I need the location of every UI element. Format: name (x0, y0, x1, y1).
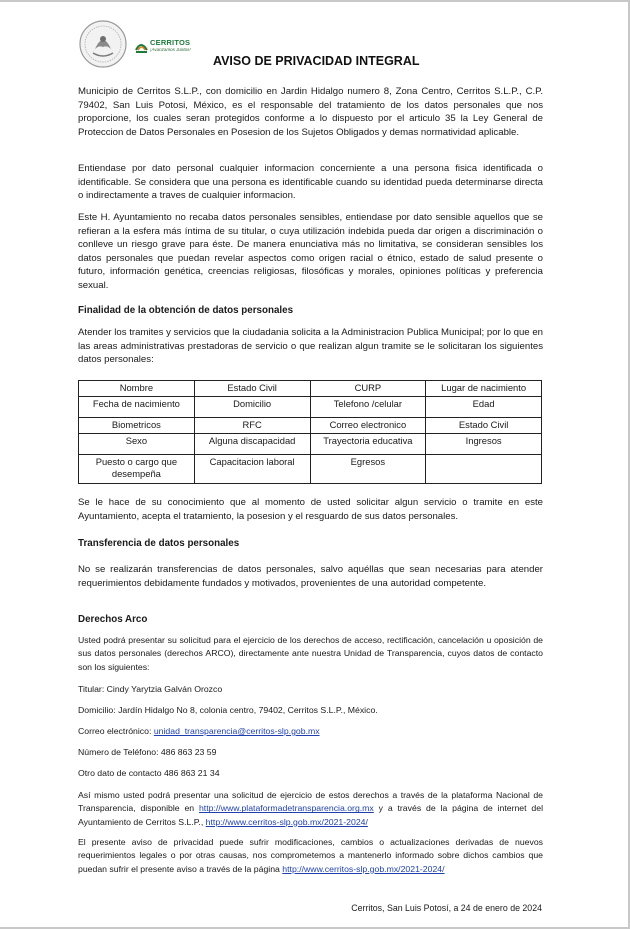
arco-paragraph: Usted podrá presentar su solicitud para el ejercicio de los derechos de acceso, rectificación, cancelación u oposición de sus datos personales (derechos ARCO), directamente ante nuestra Unidad de Transparencia, cuyos datos de contacto son los siguientes: (78, 635, 543, 672)
transferencia-heading: Transferencia de datos personales (78, 538, 240, 549)
consent-paragraph: Se le hace de su conocimiento que al momento de usted solicitar algun servicio o tramite en este Ayuntamiento, acepta el tratamiento, la posesion y el resguardo de sus datos personales. (78, 497, 543, 522)
table-cell: Estado Civil (194, 381, 310, 397)
ayuntamiento-link[interactable]: http://www.cerritos-slp.gob.mx/2021-2024/ (205, 816, 368, 827)
table-row (79, 418, 542, 434)
table-cell: Estado Civil (426, 418, 542, 434)
table-row (79, 455, 542, 484)
otro-contacto-line: Otro dato de contacto 486 863 21 34 (78, 768, 220, 778)
arco-heading: Derechos Arco (78, 614, 148, 625)
table-cell: Nombre (79, 381, 195, 397)
intro-paragraph-1: Municipio de Cerritos S.L.P., con domicilio en Jardin Hidalgo numero 8, Zona Centro, Cerritos S.L.P., C.P. 79402, San Luis Potosi, México, es el responsable del tratamiento de los datos personales que nos proporcione, los cuales seran protegidos conforme a lo dispuesto por el articulo 35 la Ley General de Proteccion de Datos Personales en Posesion de los Sujetos Obligados y demas normatividad aplicable. (78, 86, 543, 138)
correo-line (78, 726, 320, 736)
intro-paragraph-3: Este H. Ayuntamiento no recaba datos personales sensibles, entiendase por dato sensible aquellos que se refieran a la esfera más íntima de su titular, o cuya utilización indebida pueda dar origen a discriminación o conlleve un riesgo grave para éste. De manera enunciativa más no limitativa, se consideran sensibles los datos personales que puedan revelar aspectos como origen racial o étnico, estado de salud presente o futuro, información genética, creencias religiosas, filosóficas y morales, opiniones políticas y preferencia sexual. (78, 212, 543, 291)
transferencia-paragraph: No se realizarán transferencias de datos personales, salvo aquéllas que sean necesarias para atender requerimientos debidamente fundados y motivados, provenientes de una autoridad competente. (78, 564, 543, 589)
table-cell: Domicilio (194, 397, 310, 418)
finalidad-paragraph: Atender los tramites y servicios que la ciudadania solicita a la Administracion Publica Municipal; por lo que en las areas administrativas prestadoras de servicio o que realizan algun tramite se le solicitaran los siguientes datos personales: (78, 327, 543, 366)
table-cell: Puesto o cargo que desempeña (79, 455, 195, 484)
table-cell: Egresos (310, 455, 426, 484)
signature-date-line: Cerritos, San Luis Potosí, a 24 de enero de 2024 (351, 903, 542, 913)
table-row (79, 397, 542, 418)
table-cell: Edad (426, 397, 542, 418)
table-cell (426, 455, 542, 484)
modificaciones-paragraph (78, 836, 543, 876)
table-cell: Capacitacion laboral (194, 455, 310, 484)
table-cell: CURP (310, 381, 426, 397)
titular-line: Titular: Cindy Yarytzia Galván Orozco (78, 684, 223, 694)
national-seal-icon (78, 19, 128, 69)
plataforma-text-b: y a través de la página de internet del Ayuntamiento de Cerritos S.L.P., (78, 803, 543, 827)
table-row (79, 434, 542, 455)
plataforma-text-a: Así mismo usted podrá presentar una solicitud de ejercicio de estos derechos a través de la plataforma Nacional de Transparencia, disponible en (78, 790, 543, 814)
telefono-line: Número de Teléfono: 486 863 23 59 (78, 747, 217, 757)
table-cell: Telefono /celular (310, 397, 426, 418)
domicilio-line: Domicilio: Jardín Hidalgo No 8, colonia centro, 79402, Cerritos S.L.P., México. (78, 705, 378, 715)
table-cell: Alguna discapacidad (194, 434, 310, 455)
table-cell: Ingresos (426, 434, 542, 455)
table-cell: Correo electronico (310, 418, 426, 434)
table-cell: Trayectoria educativa (310, 434, 426, 455)
page-border-top (0, 0, 630, 2)
correo-label: Correo electrónico: (78, 726, 154, 736)
modificaciones-text: El presente aviso de privacidad puede sufrir modificaciones, cambios o actualizaciones derivadas de nuevos requerimientos legales o por otras causas, nos comprometemos a mantenerlo informado sobre dichos cambios que puedan sufrir el presente aviso a través de la página (78, 837, 543, 874)
plataforma-paragraph (78, 789, 543, 829)
modificaciones-link[interactable]: http://www.cerritos-slp.gob.mx/2021-2024/ (282, 863, 445, 874)
table-cell: Lugar de nacimiento (426, 381, 542, 397)
plataforma-link[interactable]: http://www.plataformadetransparencia.org.mx (198, 803, 374, 814)
correo-link[interactable]: unidad_transparencia@cerritos-slp.gob.mx (153, 726, 320, 736)
intro-paragraph-2: Entiendase por dato personal cualquier informacion concerniente a una persona fisica identificada o identificable. Se considera que una persona es identificable cuando su identidad pueda determinarse directa o indirectamente a traves de cualquier informacion. (78, 163, 543, 202)
finalidad-heading: Finalidad de la obtención de datos personales (78, 305, 294, 316)
logo-text: CERRITOS (150, 38, 191, 47)
table-row (79, 381, 542, 397)
document-title: AVISO DE PRIVACIDAD INTEGRAL (213, 54, 420, 68)
personal-data-table (78, 380, 542, 484)
table-cell: Fecha de nacimiento (79, 397, 195, 418)
logo-slogan: ¡Avanzamos Juntos! (150, 47, 191, 52)
table-cell: Sexo (79, 434, 195, 455)
table-cell: RFC (194, 418, 310, 434)
table-cell: Biometricos (79, 418, 195, 434)
